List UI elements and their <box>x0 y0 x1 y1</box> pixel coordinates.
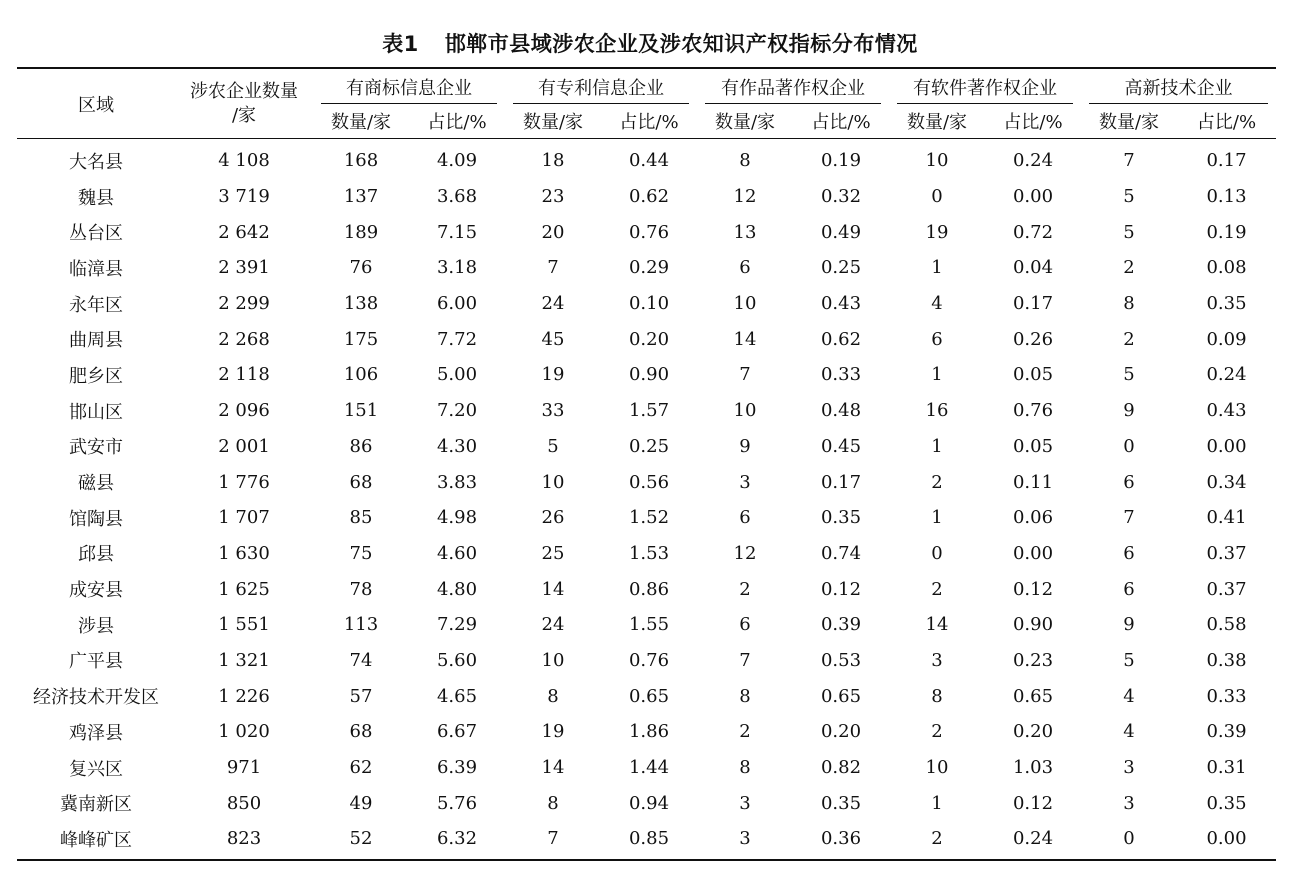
value-cell: 7.20 <box>436 400 478 422</box>
value-cell: 3 <box>739 471 751 493</box>
value-cell: 0.00 <box>1206 435 1247 457</box>
value-cell: 0.36 <box>793 821 889 860</box>
header-enterprise-count <box>175 68 313 139</box>
value-cell: 0.33 <box>1206 685 1247 707</box>
value-cell: 8 <box>931 685 943 707</box>
header-sub-ratio: 占比/% <box>409 104 505 139</box>
region-cell: 肥乡区 <box>69 365 123 387</box>
value-cell: 8 <box>547 685 559 707</box>
table-row <box>17 393 1276 429</box>
value-cell: 0.00 <box>1012 542 1054 564</box>
value-cell: 7 <box>1123 507 1135 529</box>
value-cell: 2 268 <box>218 328 270 350</box>
region-cell: 临漳县 <box>69 258 123 280</box>
region-cell: 邱县 <box>78 544 114 566</box>
value-cell: 19 <box>541 721 565 743</box>
value-cell: 68 <box>349 721 373 743</box>
value-cell: 1 226 <box>218 685 270 707</box>
value-cell: 68 <box>349 471 373 493</box>
value-cell: 2 <box>889 821 985 860</box>
value-cell: 1 <box>931 435 943 457</box>
table-row <box>17 607 1276 643</box>
value-cell: 13 <box>733 221 757 243</box>
value-cell: 4 <box>1123 685 1135 707</box>
value-cell: 5 <box>1123 649 1135 671</box>
value-cell: 45 <box>541 328 565 350</box>
value-cell: 0.19 <box>820 150 862 172</box>
value-cell: 24 <box>541 614 565 636</box>
value-cell: 189 <box>343 221 379 243</box>
value-cell: 0.48 <box>820 400 862 422</box>
value-cell: 0 <box>931 542 943 564</box>
table-row <box>17 179 1276 215</box>
region-cell: 成安县 <box>69 580 123 602</box>
value-cell: 0.72 <box>1012 221 1054 243</box>
value-cell: 25 <box>541 542 565 564</box>
value-cell: 971 <box>226 757 262 779</box>
value-cell: 0.65 <box>1012 685 1054 707</box>
value-cell: 0.43 <box>1206 400 1247 422</box>
region-cell: 曲周县 <box>69 330 123 352</box>
value-cell: 0.23 <box>1012 649 1054 671</box>
value-cell: 14 <box>925 614 949 636</box>
value-cell: 2 118 <box>218 364 270 386</box>
value-cell: 0.25 <box>820 257 862 279</box>
value-cell: 0.04 <box>1012 257 1054 279</box>
table-row <box>17 214 1276 250</box>
value-cell: 0.08 <box>1206 257 1247 279</box>
value-cell: 0 <box>931 186 943 208</box>
table-row <box>17 714 1276 750</box>
value-cell: 9 <box>1123 400 1135 422</box>
value-cell: 1 <box>931 364 943 386</box>
region-cell: 馆陶县 <box>69 508 123 530</box>
value-cell: 3 <box>931 649 943 671</box>
value-cell: 10 <box>541 471 565 493</box>
region-cell: 复兴区 <box>69 758 123 780</box>
value-cell: 19 <box>925 221 949 243</box>
value-cell: 0.32 <box>820 186 862 208</box>
value-cell: 4.30 <box>436 435 478 457</box>
value-cell: 2 642 <box>218 221 270 243</box>
value-cell: 0.26 <box>1012 328 1054 350</box>
value-cell: 7 <box>547 257 559 279</box>
table-row <box>17 500 1276 536</box>
value-cell: 10 <box>733 293 757 315</box>
value-cell: 6.67 <box>436 721 478 743</box>
region-cell: 峰峰矿区 <box>17 821 175 860</box>
table-row <box>17 821 1276 860</box>
value-cell: 2 <box>739 721 751 743</box>
value-cell: 9 <box>1123 614 1135 636</box>
value-cell: 0.06 <box>1012 507 1054 529</box>
table-row <box>17 286 1276 322</box>
table-number: 表1 <box>382 32 419 56</box>
region-cell: 大名县 <box>69 151 123 173</box>
value-cell: 823 <box>175 821 313 860</box>
value-cell: 1.57 <box>628 400 670 422</box>
header-sub-ratio: 占比/% <box>1177 104 1276 139</box>
value-cell: 0.37 <box>1206 578 1247 600</box>
value-cell: 49 <box>349 792 373 814</box>
value-cell: 14 <box>541 578 565 600</box>
value-cell: 6.32 <box>409 821 505 860</box>
value-cell: 0.17 <box>1206 150 1247 172</box>
value-cell: 0.05 <box>1012 364 1054 386</box>
value-cell: 0.13 <box>1206 186 1247 208</box>
value-cell: 0.29 <box>628 257 670 279</box>
value-cell: 1 625 <box>218 578 270 600</box>
value-cell: 1 <box>931 507 943 529</box>
header-sub-count: 数量/家 <box>889 104 985 139</box>
value-cell: 19 <box>541 364 565 386</box>
table-row <box>17 750 1276 786</box>
value-cell: 7.72 <box>436 328 478 350</box>
value-cell: 0.44 <box>628 150 670 172</box>
value-cell: 138 <box>343 293 379 315</box>
value-cell: 62 <box>349 757 373 779</box>
header-group-software-copyright: 有软件著作权企业 <box>889 68 1081 104</box>
value-cell: 0.94 <box>628 792 670 814</box>
region-cell: 武安市 <box>69 437 123 459</box>
value-cell: 2 <box>931 471 943 493</box>
value-cell: 0.65 <box>820 685 862 707</box>
value-cell: 4.09 <box>436 150 478 172</box>
value-cell: 1.86 <box>628 721 670 743</box>
value-cell: 6 <box>739 614 751 636</box>
table-row <box>17 357 1276 393</box>
value-cell: 2 <box>931 578 943 600</box>
value-cell: 5 <box>1123 186 1135 208</box>
value-cell: 0.20 <box>1012 721 1054 743</box>
value-cell: 0.49 <box>820 221 862 243</box>
value-cell: 1 776 <box>218 471 270 493</box>
value-cell: 7.29 <box>436 614 478 636</box>
value-cell: 8 <box>1123 293 1135 315</box>
value-cell: 6 <box>1123 578 1135 600</box>
table-row <box>17 643 1276 679</box>
header-sub-count: 数量/家 <box>505 104 601 139</box>
region-cell: 广平县 <box>69 651 123 673</box>
value-cell: 23 <box>541 186 565 208</box>
value-cell: 5.60 <box>436 649 478 671</box>
value-cell: 0.90 <box>628 364 670 386</box>
value-cell: 2 391 <box>218 257 270 279</box>
value-cell: 0.09 <box>1206 328 1247 350</box>
header-sub-count: 数量/家 <box>697 104 793 139</box>
region-cell: 鸡泽县 <box>69 722 123 744</box>
value-cell: 0.74 <box>820 542 862 564</box>
header-group-high-tech: 高新技术企业 <box>1081 68 1276 104</box>
value-cell: 0.20 <box>628 328 670 350</box>
value-cell: 2 <box>1123 328 1135 350</box>
value-cell: 5 <box>1123 364 1135 386</box>
value-cell: 5 <box>547 435 559 457</box>
value-cell: 0.24 <box>985 821 1081 860</box>
value-cell: 0.76 <box>628 221 670 243</box>
value-cell: 2 <box>1123 257 1135 279</box>
value-cell: 0.24 <box>1206 364 1247 386</box>
header-region: 区域 <box>17 68 175 139</box>
value-cell: 5.76 <box>436 792 478 814</box>
value-cell: 1.03 <box>1012 757 1054 779</box>
value-cell: 151 <box>343 400 379 422</box>
value-cell: 20 <box>541 221 565 243</box>
region-cell: 邯山区 <box>69 401 123 423</box>
value-cell: 1 <box>931 792 943 814</box>
value-cell: 0.20 <box>820 721 862 743</box>
value-cell: 7 <box>739 364 751 386</box>
header-sub-count: 数量/家 <box>313 104 409 139</box>
value-cell: 1.52 <box>628 507 670 529</box>
value-cell: 4 108 <box>218 150 270 172</box>
value-cell: 0.90 <box>1012 614 1054 636</box>
value-cell: 4.98 <box>436 507 478 529</box>
value-cell: 0.39 <box>1206 721 1247 743</box>
value-cell: 0.17 <box>1012 293 1054 315</box>
value-cell: 8 <box>739 685 751 707</box>
value-cell: 0.12 <box>1012 578 1054 600</box>
value-cell: 10 <box>733 400 757 422</box>
region-cell: 永年区 <box>69 294 123 316</box>
value-cell: 0.17 <box>820 471 862 493</box>
value-cell: 6 <box>1123 542 1135 564</box>
region-cell: 冀南新区 <box>60 794 132 816</box>
value-cell: 106 <box>343 364 379 386</box>
value-cell: 3.18 <box>436 257 478 279</box>
value-cell: 0.53 <box>820 649 862 671</box>
value-cell: 113 <box>343 614 379 636</box>
header-group-trademark: 有商标信息企业 <box>313 68 505 104</box>
value-cell: 1 551 <box>218 614 270 636</box>
region-cell: 涉县 <box>78 615 114 637</box>
value-cell: 3 <box>697 821 793 860</box>
value-cell: 0.58 <box>1206 614 1247 636</box>
value-cell: 4 <box>1123 721 1135 743</box>
value-cell: 6 <box>1123 471 1135 493</box>
value-cell: 3 <box>1123 757 1135 779</box>
value-cell: 2 <box>739 578 751 600</box>
value-cell: 0.56 <box>628 471 670 493</box>
value-cell: 76 <box>349 257 373 279</box>
value-cell: 12 <box>733 186 757 208</box>
value-cell: 7.15 <box>436 221 478 243</box>
value-cell: 137 <box>343 186 379 208</box>
value-cell: 4.65 <box>436 685 478 707</box>
value-cell: 0 <box>1081 821 1177 860</box>
value-cell: 16 <box>925 400 949 422</box>
header-sub-ratio: 占比/% <box>601 104 697 139</box>
region-cell: 经济技术开发区 <box>33 687 159 709</box>
value-cell: 850 <box>226 792 262 814</box>
value-cell: 1 707 <box>218 507 270 529</box>
value-cell: 2 299 <box>218 293 270 315</box>
value-cell: 9 <box>739 435 751 457</box>
value-cell: 6.39 <box>436 757 478 779</box>
value-cell: 0.38 <box>1206 649 1247 671</box>
value-cell: 7 <box>1123 150 1135 172</box>
region-cell: 磁县 <box>78 473 114 495</box>
value-cell: 0 <box>1123 435 1135 457</box>
value-cell: 4.80 <box>436 578 478 600</box>
value-cell: 0.35 <box>1206 792 1247 814</box>
value-cell: 52 <box>313 821 409 860</box>
value-cell: 0.25 <box>628 435 670 457</box>
value-cell: 0.43 <box>820 293 862 315</box>
table-row <box>17 464 1276 500</box>
value-cell: 5 <box>1123 221 1135 243</box>
value-cell: 0.37 <box>1206 542 1247 564</box>
value-cell: 24 <box>541 293 565 315</box>
value-cell: 74 <box>349 649 373 671</box>
table-row <box>17 321 1276 357</box>
value-cell: 75 <box>349 542 373 564</box>
value-cell: 1 321 <box>218 649 270 671</box>
table-row <box>17 429 1276 465</box>
value-cell: 12 <box>733 542 757 564</box>
value-cell: 0.00 <box>1177 821 1276 860</box>
table-row <box>17 678 1276 714</box>
value-cell: 0.10 <box>628 293 670 315</box>
value-cell: 4.60 <box>436 542 478 564</box>
value-cell: 0.12 <box>820 578 862 600</box>
table-row <box>17 250 1276 286</box>
value-cell: 8 <box>739 757 751 779</box>
value-cell: 0.35 <box>820 792 862 814</box>
value-cell: 0.41 <box>1206 507 1247 529</box>
value-cell: 6 <box>739 507 751 529</box>
value-cell: 0.34 <box>1206 471 1247 493</box>
header-enterprise-count-line1: 涉农企业数量 <box>190 80 298 102</box>
value-cell: 0.76 <box>1012 400 1054 422</box>
value-cell: 0.19 <box>1206 221 1247 243</box>
value-cell: 33 <box>541 400 565 422</box>
value-cell: 6 <box>931 328 943 350</box>
header-group-patent: 有专利信息企业 <box>505 68 697 104</box>
value-cell: 1.44 <box>628 757 670 779</box>
value-cell: 10 <box>925 150 949 172</box>
value-cell: 7 <box>739 649 751 671</box>
value-cell: 0.65 <box>628 685 670 707</box>
value-cell: 57 <box>349 685 373 707</box>
value-cell: 1 630 <box>218 542 270 564</box>
value-cell: 3.68 <box>436 186 478 208</box>
value-cell: 0.11 <box>1012 471 1054 493</box>
table-caption <box>0 28 1300 58</box>
value-cell: 0.31 <box>1206 757 1247 779</box>
value-cell: 85 <box>349 507 373 529</box>
table-row <box>17 571 1276 607</box>
value-cell: 14 <box>733 328 757 350</box>
value-cell: 0.05 <box>1012 435 1054 457</box>
value-cell: 1.55 <box>628 614 670 636</box>
value-cell: 0.86 <box>628 578 670 600</box>
table-row <box>17 536 1276 572</box>
header-enterprise-count-line2: /家 <box>231 104 257 126</box>
value-cell: 8 <box>547 792 559 814</box>
region-cell: 魏县 <box>78 187 114 209</box>
value-cell: 0.33 <box>820 364 862 386</box>
header-sub-count: 数量/家 <box>1081 104 1177 139</box>
value-cell: 3.83 <box>436 471 478 493</box>
table-row <box>17 785 1276 821</box>
value-cell: 2 001 <box>218 435 270 457</box>
value-cell: 1.53 <box>628 542 670 564</box>
value-cell: 4 <box>931 293 943 315</box>
value-cell: 175 <box>343 328 379 350</box>
value-cell: 168 <box>343 150 379 172</box>
value-cell: 0.35 <box>820 507 862 529</box>
value-cell: 2 <box>931 721 943 743</box>
value-cell: 0.12 <box>1012 792 1054 814</box>
value-cell: 0.85 <box>601 821 697 860</box>
value-cell: 2 096 <box>218 400 270 422</box>
value-cell: 0.62 <box>820 328 862 350</box>
value-cell: 18 <box>541 150 565 172</box>
table-title: 邯郸市县域涉农企业及涉农知识产权指标分布情况 <box>444 32 918 56</box>
header-sub-ratio: 占比/% <box>793 104 889 139</box>
value-cell: 0.45 <box>820 435 862 457</box>
header-group-work-copyright: 有作品著作权企业 <box>697 68 889 104</box>
value-cell: 0.62 <box>628 186 670 208</box>
value-cell: 6 <box>739 257 751 279</box>
table-row <box>17 139 1276 179</box>
value-cell: 7 <box>505 821 601 860</box>
value-cell: 26 <box>541 507 565 529</box>
value-cell: 1 020 <box>218 721 270 743</box>
value-cell: 5.00 <box>436 364 478 386</box>
data-table <box>17 67 1276 861</box>
value-cell: 8 <box>739 150 751 172</box>
value-cell: 3 719 <box>218 186 270 208</box>
value-cell: 0.35 <box>1206 293 1247 315</box>
value-cell: 0.76 <box>628 649 670 671</box>
value-cell: 86 <box>349 435 373 457</box>
region-cell: 丛台区 <box>69 223 123 245</box>
value-cell: 14 <box>541 757 565 779</box>
value-cell: 0.39 <box>820 614 862 636</box>
value-cell: 0.82 <box>820 757 862 779</box>
value-cell: 3 <box>1123 792 1135 814</box>
value-cell: 6.00 <box>436 293 478 315</box>
value-cell: 3 <box>739 792 751 814</box>
value-cell: 10 <box>541 649 565 671</box>
value-cell: 1 <box>931 257 943 279</box>
table-body <box>17 139 1276 860</box>
header-sub-ratio: 占比/% <box>985 104 1081 139</box>
value-cell: 10 <box>925 757 949 779</box>
value-cell: 78 <box>349 578 373 600</box>
value-cell: 0.00 <box>1012 186 1054 208</box>
value-cell: 0.24 <box>1012 150 1054 172</box>
